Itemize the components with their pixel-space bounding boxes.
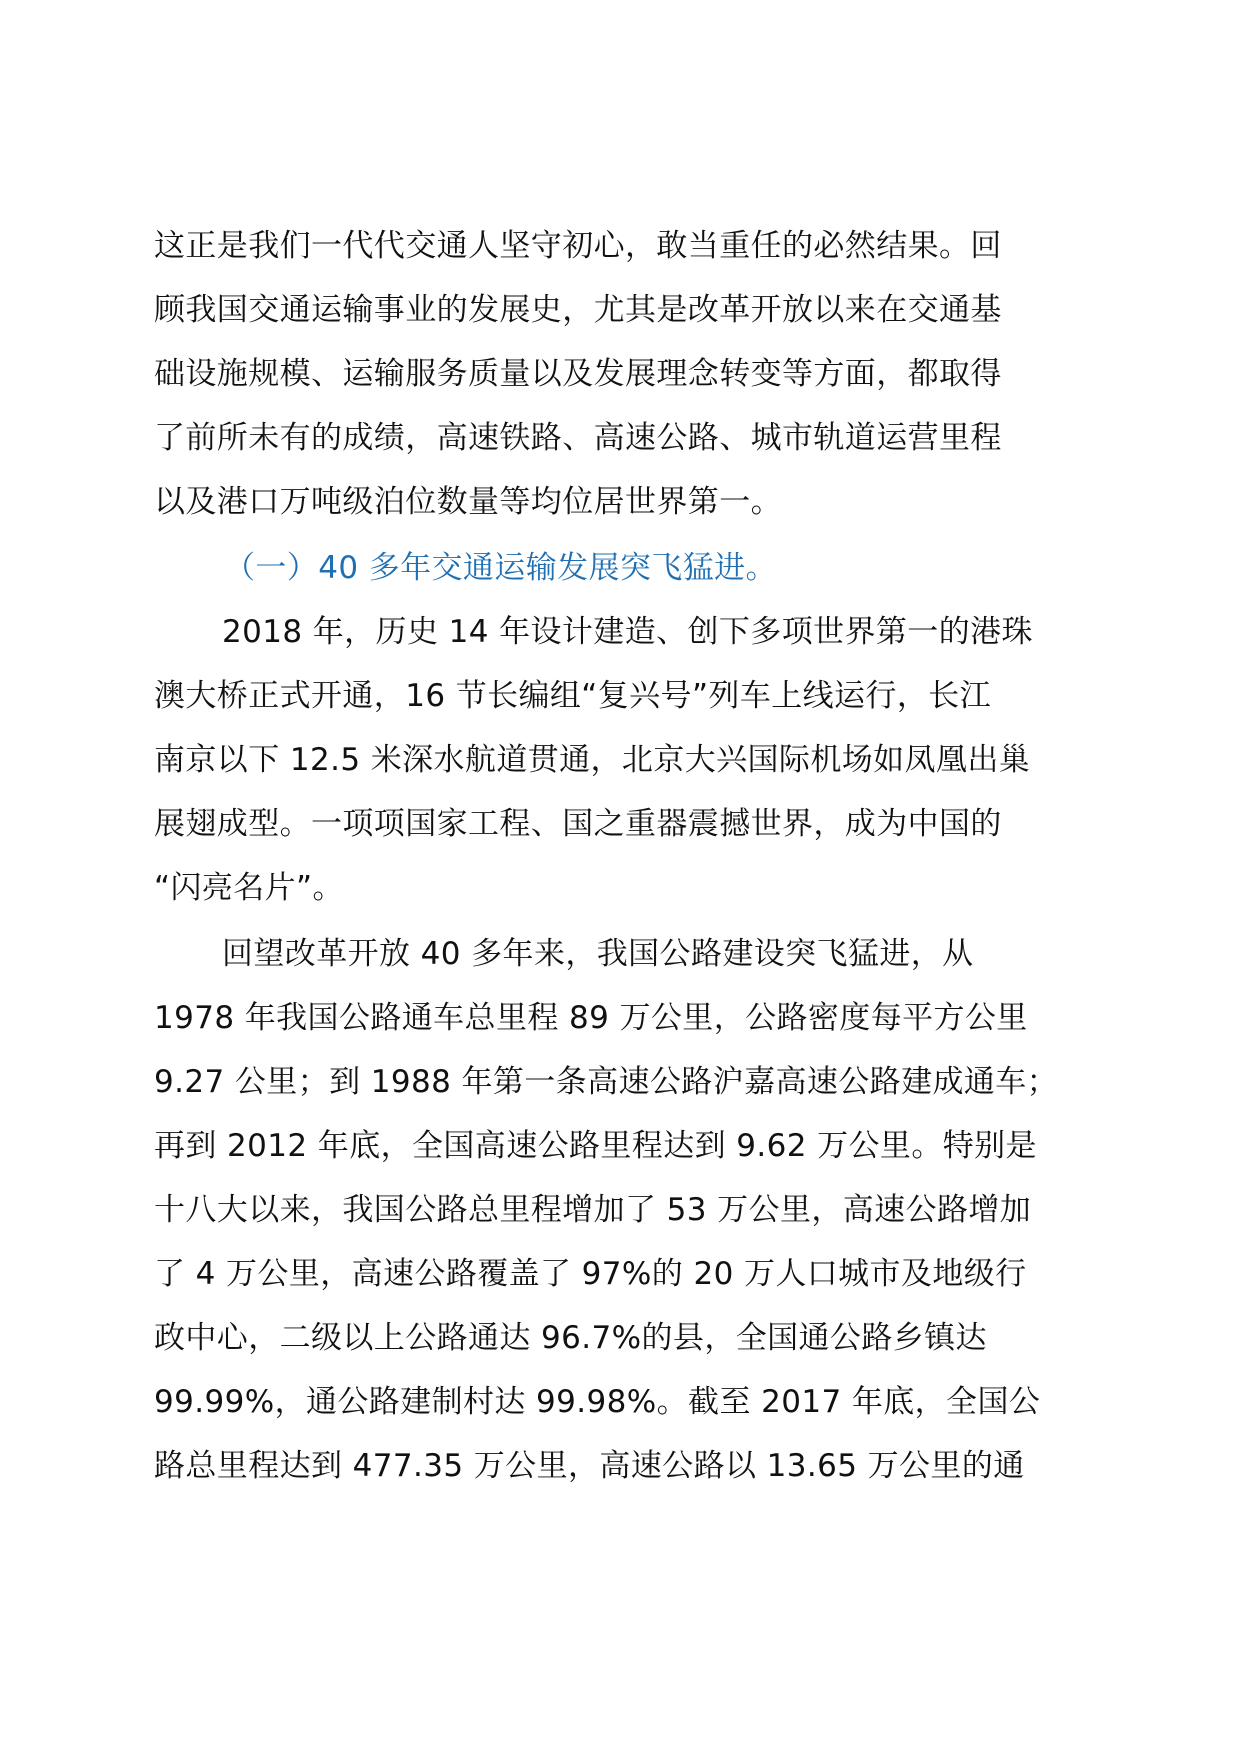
paragraph-3-line-9: 路总里程达到 477.35 万公里，高速公路以 13.65 万公里的通 [154, 1448, 1025, 1484]
paragraph-3-line-8: 99.99%，通公路建制村达 99.98%。截至 2017 年底，全国公 [154, 1384, 1041, 1420]
paragraph-1-line-3: 础设施规模、运输服务质量以及发展理念转变等方面，都取得 [154, 356, 1002, 392]
paragraph-1-line-2: 顾我国交通运输事业的发展史，尤其是改革开放以来在交通基 [154, 292, 1002, 328]
section-heading: （一）40 多年交通运输发展突飞猛进。 [224, 550, 777, 586]
paragraph-3-line-5: 十八大以来，我国公路总里程增加了 53 万公里，高速公路增加 [154, 1192, 1032, 1228]
paragraph-3-line-3: 9.27 公里；到 1988 年第一条高速公路沪嘉高速公路建成通车； [154, 1064, 1059, 1100]
paragraph-1-line-1: 这正是我们一代代交通人坚守初心，敢当重任的必然结果。回 [154, 228, 1002, 264]
paragraph-3-line-6: 了 4 万公里，高速公路覆盖了 97%的 20 万人口城市及地级行 [154, 1256, 1027, 1292]
paragraph-1-line-5: 以及港口万吨级泊位数量等均位居世界第一。 [154, 484, 782, 520]
paragraph-2-line-1: 2018 年，历史 14 年设计建造、创下多项世界第一的港珠 [222, 614, 1033, 650]
paragraph-1-line-4: 了前所未有的成绩，高速铁路、高速公路、城市轨道运营里程 [154, 420, 1002, 456]
paragraph-2-line-3: 南京以下 12.5 米深水航道贯通，北京大兴国际机场如凤凰出巢 [154, 742, 1031, 778]
paragraph-2-line-2: 澳大桥正式开通，16 节长编组“复兴号”列车上线运行，长江 [154, 678, 992, 714]
paragraph-3-line-7: 政中心，二级以上公路通达 96.7%的县，全国通公路乡镇达 [154, 1320, 987, 1356]
paragraph-2-line-5: “闪亮名片”。 [154, 870, 344, 906]
paragraph-3-line-4: 再到 2012 年底，全国高速公路里程达到 9.62 万公里。特别是 [154, 1128, 1037, 1164]
paragraph-3-line-2: 1978 年我国公路通车总里程 89 万公里，公路密度每平方公里 [154, 1000, 1028, 1036]
paragraph-2-line-4: 展翅成型。一项项国家工程、国之重器震撼世界，成为中国的 [154, 806, 1002, 842]
paragraph-3-line-1: 回望改革开放 40 多年来，我国公路建设突飞猛进，从 [222, 936, 974, 972]
